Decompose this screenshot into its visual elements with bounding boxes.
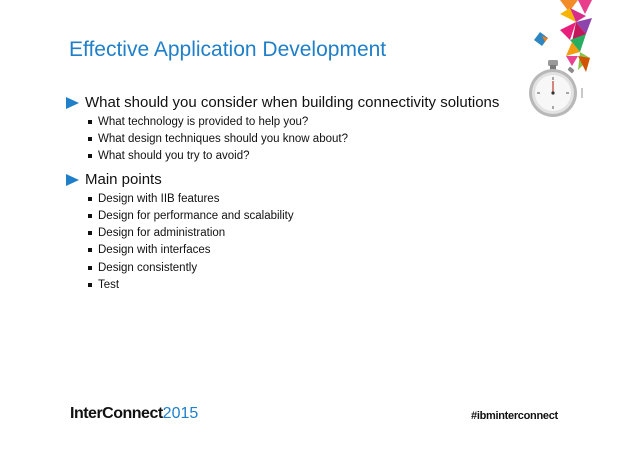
- interconnect-brand-logo: [70, 405, 198, 423]
- section-heading-text: Main points: [85, 171, 162, 188]
- bullet-square-icon: [88, 137, 92, 141]
- brand-year: 2015: [162, 405, 199, 422]
- list-item: [88, 133, 348, 145]
- list-item: [88, 244, 211, 256]
- list-item-text: Design with IIB features: [98, 193, 220, 205]
- section-heading-text: What should you consider when building connectivity solutions: [85, 94, 500, 111]
- stopwatch-icon: [520, 60, 586, 120]
- event-hashtag: #ibminterconnect: [471, 410, 558, 422]
- list-item-text: What should you try to avoid?: [98, 150, 250, 162]
- bullet-square-icon: [88, 283, 92, 287]
- list-item: [88, 227, 225, 239]
- list-item-text: Test: [98, 279, 120, 291]
- section-heading: [66, 171, 162, 188]
- list-item-text: Design consistently: [98, 262, 198, 274]
- bullet-square-icon: [88, 266, 92, 270]
- triangle-arrow-icon: [66, 174, 79, 186]
- bullet-square-icon: [88, 248, 92, 252]
- bullet-square-icon: [88, 231, 92, 235]
- list-item: [88, 150, 250, 162]
- list-item-text: Design for performance and scalability: [98, 210, 294, 222]
- list-item-text: Design with interfaces: [98, 244, 211, 256]
- brand-name: InterConnect: [70, 405, 163, 422]
- list-item-text: What technology is provided to help you?: [98, 116, 309, 128]
- list-item-text: Design for administration: [98, 227, 226, 239]
- list-item: [88, 279, 119, 291]
- bullet-square-icon: [88, 154, 92, 158]
- bullet-square-icon: [88, 120, 92, 124]
- section-heading: [66, 94, 499, 111]
- list-item: [88, 116, 308, 128]
- list-item-text: What design techniques should you know about?: [98, 133, 348, 145]
- list-item: [88, 210, 294, 222]
- bullet-square-icon: [88, 214, 92, 218]
- list-item: [88, 262, 197, 274]
- bullet-square-icon: [88, 197, 92, 201]
- list-item: [88, 193, 219, 205]
- triangle-arrow-icon: [66, 97, 79, 109]
- slide-title: Effective Application Development: [69, 38, 387, 61]
